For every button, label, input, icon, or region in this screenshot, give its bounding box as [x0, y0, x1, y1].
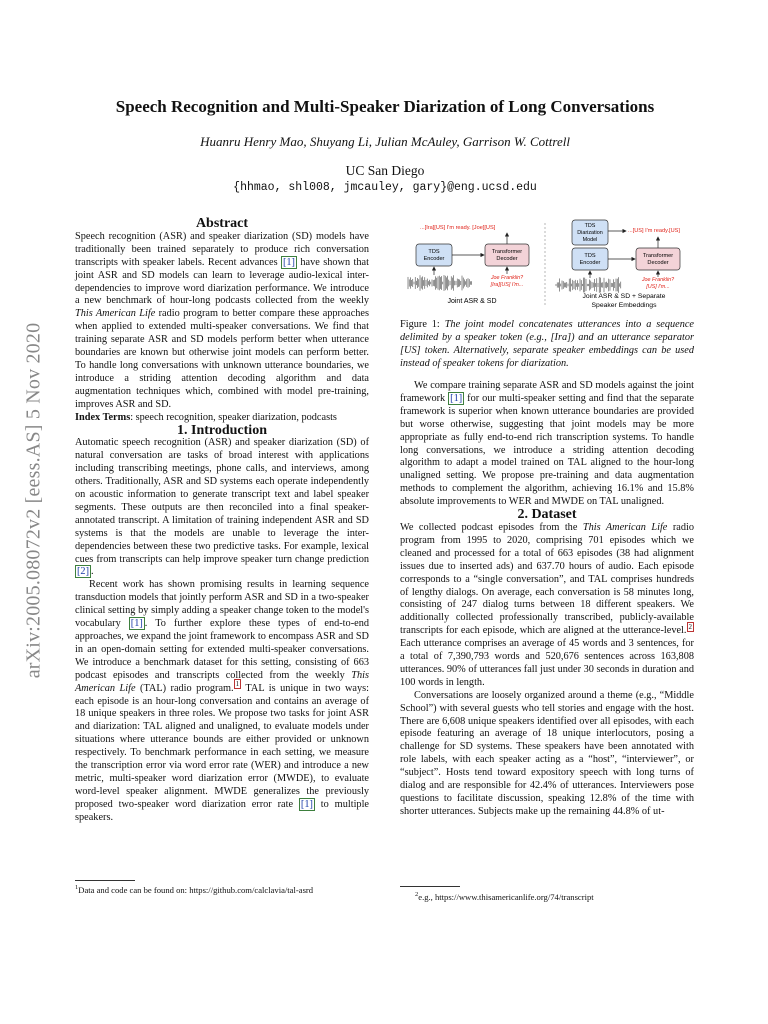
right-input-text: Joe Franklin? — [641, 277, 675, 283]
citation-link[interactable]: [1] — [450, 392, 463, 404]
right-encoder-label: Encoder — [579, 260, 601, 266]
dataset-paragraph-2: Conversations are loosely organized around a theme (e.g., “Middle School”) with several guests who tell stories and engage with the host. There are 6,608 unique speakers identified over all episodes, with each episode featuring an average of 18 unique interlocutors, posing a challenge for SD systems. These speakers have been annotated with role labels, with each speaker acting as a “host”, “interviewer”, or “subject”. Hosts tend toward expository speech with long turns of dialog and are responsible for 42.4% of utterances. Interviewers pose questions to facilitate discussion, speaking 12.8% of the time with shorter utterances. Subjects make up the remaining 44.8% of ut- — [400, 689, 694, 817]
footnote-text: e.g., https://www.thisamericanlife.org/74/transcript — [418, 891, 594, 902]
body-text-part: for our multi-speaker setting and find that the separate framework is superior when known utterance boundaries are provided but worse otherwise, suggesting that joint models may be more appropriate as fully end-to-end rich transcription systems. To handle long conversations, we introduce a striding attention decoding algorithm to adapt a model trained on TAL aligned to the hour-long unaligned setting. We propose pre-training and data augmentation methods to complement the algorithm, achieving 16.1% and 15.8% absolute improvements to WER and MWDE on TAL unaligned. — [400, 392, 694, 508]
left-output-text: ...[Ira][US] I'm ready. [Joe][US] — [420, 225, 496, 231]
right-encoder-box — [572, 248, 608, 270]
affiliation: UC San Diego — [345, 163, 425, 178]
intro-text-part: to multiple speakers. — [75, 798, 370, 823]
body-text-part: Each utterance comprises an average of 45 words and 3 sentences, for a total of 7,390,793 words and 520,676 sentences across 163,808 utterances. 90% of utterances fall just under 30 seconds in duration and 100 words in length. — [400, 638, 694, 688]
diarization-label: TDS — [584, 223, 596, 229]
dataset-paragraph-1 — [400, 522, 694, 690]
citation-link[interactable]: [1] — [282, 256, 295, 268]
body-text-part: We compare training separate ASR and SD models against the joint framework — [400, 380, 694, 404]
abstract-heading: Abstract — [195, 216, 249, 231]
model-diagram — [400, 217, 700, 317]
index-terms-label: Index Terms — [75, 411, 131, 423]
body-emphasis: This American Life — [582, 521, 668, 533]
right-panel-label: Speaker Embeddings — [591, 302, 657, 309]
diarization-label: Diarization — [577, 230, 603, 236]
author-list: Huanru Henry Mao, Shuyang Li, Julian McAuley, Garrison W. Cottrell — [200, 134, 570, 149]
right-column — [400, 380, 694, 819]
left-audio-waveform — [408, 275, 472, 291]
index-terms-text: : speech recognition, speaker diarization, podcasts — [130, 411, 337, 423]
figure-1-caption — [400, 319, 694, 371]
left-decoder-label: Transformer — [491, 249, 523, 255]
intro-paragraph-1 — [75, 437, 369, 579]
diarization-label: Model — [582, 237, 598, 243]
right-decoder-label: Decoder — [647, 260, 669, 266]
abstract-emphasis: This American Life — [75, 308, 156, 320]
abstract-text-part: radio program to better compare these approaches when applied to extended multi-speaker conversations. We find that training separate ASR and SD models perform better when utterance boundaries are known but otherwise joint models can perform better. To handle long conversations with unknown utterance boundaries, we introduce a striding attention decoding algorithm and data augmentation techniques which, combined with model pre-training, improves ASR and SD. — [75, 308, 370, 410]
abstract-text-part: Speech recognition (ASR) and speaker diarization (SD) models have traditionally been trained separately to produce rich conversation transcripts with speaker labels. Recent advances — [75, 230, 369, 268]
right-decoder-box — [636, 248, 680, 270]
abstract-text-part: have shown that joint ASR and SD models can learn to leverage audio-lexical inter-dependencies to improve word diarization performance. We introduce a new benchmark of hour-long podcasts collected from the weekly — [75, 256, 369, 307]
citation-link[interactable]: [1] — [300, 798, 313, 810]
right-output-text: ...[US] I'm ready.[US] — [628, 228, 680, 234]
dataset-heading: 2. Dataset — [517, 507, 577, 523]
figure-1 — [400, 217, 700, 317]
citation-link[interactable]: [2] — [77, 566, 90, 578]
right-decoder-label: Transformer — [642, 253, 674, 259]
intro-text-part: Recent work has shown promising results in learning sequence transduction models that jointly perform ASR and SD in a two-speaker clinical setting by simply adding a speaker change token to the model's vocabulary — [75, 579, 369, 630]
caption-text: The joint model concatenates utterances into a sequence delimited by a speaker token (e.g., [Ira]) and an utterance separator [US] token. Alternatively, separate speaker embeddings can be used instead of speaker tokens for diarization. — [400, 319, 694, 369]
footnote-text: Data and code can be found on: https://github.com/calclavia/tal-asrd — [78, 884, 314, 895]
right-paragraph-1 — [400, 380, 694, 509]
paper-title: Speech Recognition and Multi-Speaker Diarization of Long Conversations — [115, 97, 655, 116]
intro-text-part: (TAL) radio program. — [135, 682, 234, 694]
intro-paragraph-2 — [75, 579, 369, 824]
left-column — [75, 218, 369, 825]
caption-label: Figure 1: — [400, 319, 445, 330]
footnote-divider — [75, 880, 135, 881]
arxiv-stamp — [14, 300, 54, 700]
intro-text-part: TAL is unique in two ways: each episode is an hour-long conversation and contains an average of 18 unique speakers in three roles. We propose two tasks for joint ASR and diarization: TAL aligned and unaligned, to evaluate models under situations where utterance bounds are either provided or unknown respectively. To benchmark performance in each setting, we measure the transcription error via word error rate (WER) and introduce a new metric, multi-speaker word diarization error (MWDE), to evaluate word-level speaker alignment. MWDE generalizes the previously proposed two-speaker word diarization error rate — [75, 682, 369, 810]
body-text-part: We collected podcast episodes from the — [400, 521, 583, 533]
right-input-text: [US] I'm... — [646, 284, 670, 290]
footnote-mark: 2 — [415, 891, 419, 898]
footnote-divider — [400, 886, 460, 887]
left-encoder-label: TDS — [428, 249, 440, 255]
left-encoder-label: Encoder — [423, 256, 445, 262]
intro-text-part: Automatic speech recognition (ASR) and speaker diarization (SD) of natural conversation are tasks of broad interest with applications including transcribing meetings, phone calls, and interviews, among others. Traditionally, ASR and SD systems each operate independently on acoustic information to generate transcript text and label speaker segments. These outputs are then reconciled into a final speaker-annotated transcript. A limitation of training independent ASR and SD systems is that the models are unable to leverage the inter-dependencies between these two predictive tasks. For example, lexical cues from transcripts can help improve speaker turn change prediction — [75, 437, 369, 565]
right-panel-label: Joint ASR & SD + Separate — [582, 293, 666, 300]
intro-text-part: . — [91, 566, 94, 578]
author-emails: {hhmao, shl008, jmcauley, gary}@eng.ucsd.edu — [233, 181, 537, 194]
intro-emphasis: This American Life — [75, 669, 369, 694]
right-audio-waveform — [556, 277, 621, 293]
intro-text-part: . To further explore these types of end-to-end approaches, we expand the joint framework to encompass ASR and SD in an open-domain setting for extended multi-speaker conversations. We introduce a benchmark dataset for this setting, consisting of 663 podcast episodes and transcripts collected from the weekly — [75, 618, 369, 681]
left-encoder-box — [416, 244, 452, 266]
left-decoder-box — [485, 244, 529, 266]
left-panel-label: Joint ASR & SD — [447, 298, 497, 305]
footnote-link[interactable]: 2 — [688, 622, 692, 631]
footnote-2 — [415, 890, 705, 902]
arxiv-id: arXiv:2005.08072v2 [eess.AS] 5 Nov 2020 — [22, 322, 45, 678]
introduction-heading: 1. Introduction — [177, 422, 267, 438]
abstract-text — [75, 231, 369, 412]
left-input-text: [Ira][US] I'm... — [490, 282, 524, 288]
left-input-text: Joe Franklin? — [490, 275, 524, 281]
left-decoder-label: Decoder — [496, 256, 518, 262]
right-encoder-label: TDS — [584, 253, 596, 259]
footnote-link[interactable]: 1 — [235, 680, 240, 689]
footnote-1 — [75, 883, 369, 895]
citation-link[interactable]: [1] — [130, 618, 143, 630]
body-text-part: radio program from 1995 to 2020, comprising 701 episodes which we cleaned and processed for a total of 663 episodes (38 had alignment issues due to inserted ads) and 637.70 hours of audio. Each episode corresponds to a “single conversation”, and TAL comprises hundreds of lengthy dialogs. On average, each conversation is 58 minutes long, consisting of 247 dialog turns between 18 different speakers. We additionally collected professionally transcribed, publicly-available transcripts for each episode, which are aligned at the utterance-level. — [400, 521, 694, 637]
footnote-mark: 1 — [75, 884, 79, 891]
